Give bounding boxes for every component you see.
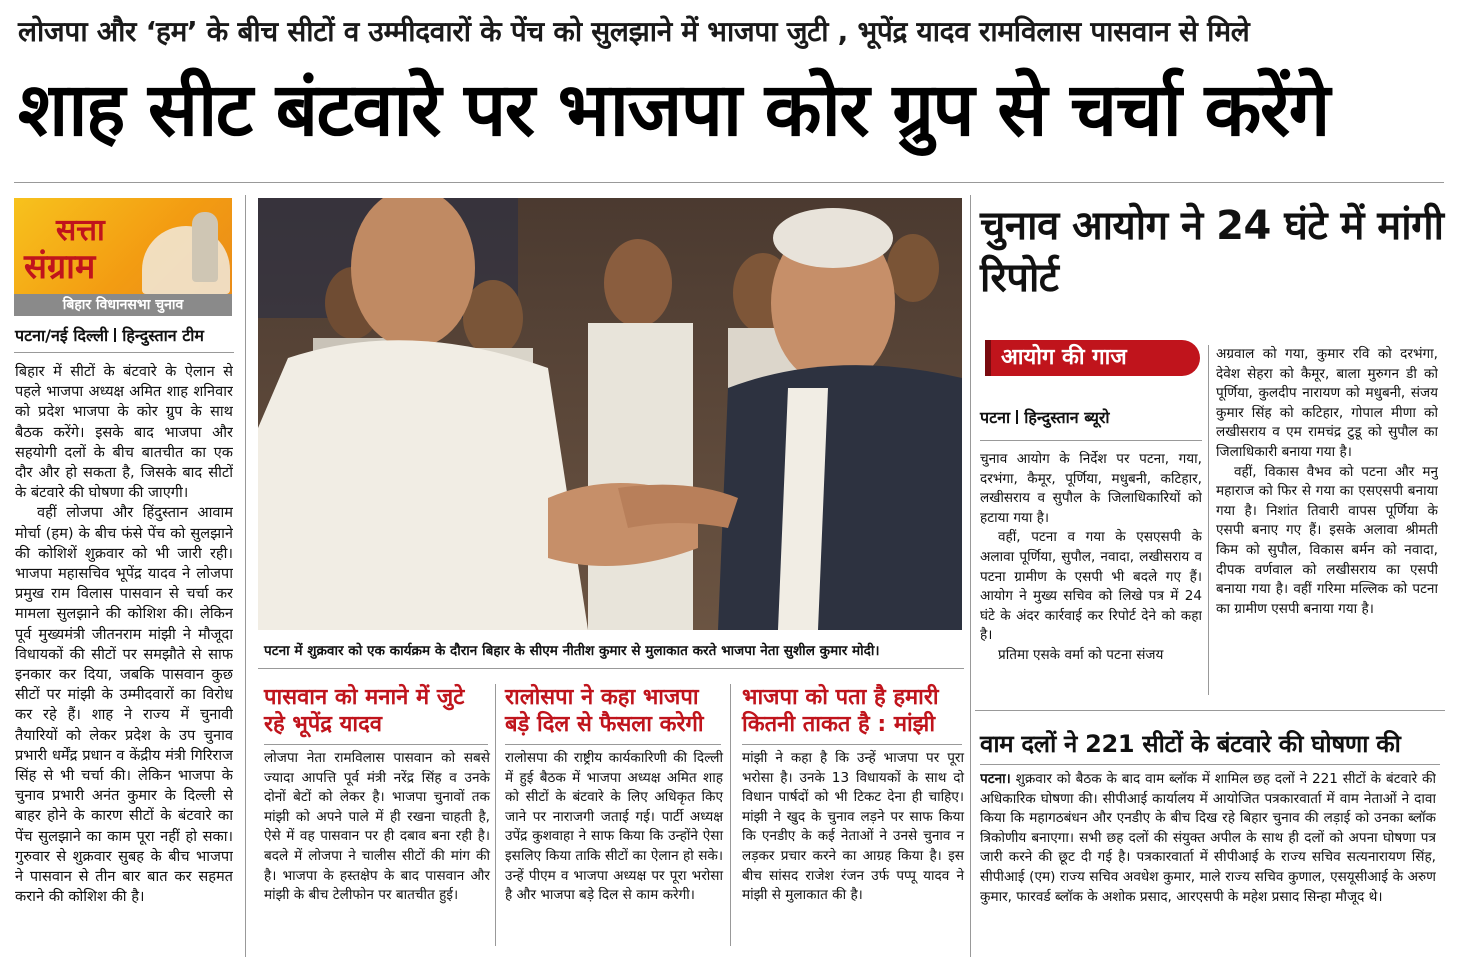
- logo-line-1: सत्ता: [56, 213, 105, 248]
- byline-separator: [114, 328, 116, 342]
- main-headline: शाह सीट बंटवारे पर भाजपा कोर ग्रुप से चर्चा करेंगे: [18, 67, 1329, 153]
- lead-byline: [15, 324, 204, 346]
- lead-paragraph-1: बिहार में सीटों के बंटवारे के ऐलान से पहले भाजपा अध्यक्ष अमित शाह शनिवार को प्रदेश भाजपा के कोर ग्रुप के साथ बैठक करेंगे। इसके बाद भाजपा और सहयोगी दलों के बीच बातचीत का एक दौर और हो सकता है, जिसके बाद सीटों के बंटवारे की घोषणा की जाएगी।: [15, 363, 233, 502]
- left-dateline: पटना।: [980, 771, 1011, 787]
- ec-byline-divider: [980, 440, 1202, 441]
- lead-paragraph-2: वहीं लोजपा और हिंदुस्तान आवाम मोर्चा (हम) के बीच फंसे पेंच को सुलझाने की कोशिशें शुक्रवार को भी जारी रही। भाजपा महासचिव भूपेंद्र यादव ने लोजपा प्रमुख राम विलास पासवान से चर्चा कर मामला सुलझाने की कोशिश की। लेकिन पूर्व मुख्यमंत्री जीतनराम मांझी ने मौजूदा विधायकों की सीटों पर समझौते से साफ इनकार कर दिया, जबकि पासवान कुछ सीटों पर मांझी के उम्मीदवारों का विरोध कर रहे हैं। शाह ने राज्य में चुनावी तैयारियों को लेकर प्रदेश के उप चुनाव प्रभारी धर्मेंद्र प्रधान व केंद्रीय मंत्री गिरिराज सिंह से भी चर्चा की। लेकिन भाजपा के चुनाव प्रभारी अनंत कुमार के दिल्ली से बाहर होने के कारण सीटों के बंटवारे का पेंच सुलझाने का काम पूरा नहीं हो सका। गुरुवार से शुक्रवार सुबह के बीच भाजपा ने पासवान से तीन बार बात कर सहमत कराने की कोशिश की है।: [15, 504, 233, 906]
- lead-dateline: पटना/नई दिल्ली: [15, 326, 109, 345]
- left-parties-text: [980, 770, 1436, 907]
- sidebar-manjhi-heading: भाजपा को पता है हमारी कितनी ताकत है : मांझी: [742, 685, 939, 737]
- ec-byline-separator: [1016, 410, 1018, 424]
- sidebar-paswan-rule: [264, 744, 488, 745]
- kicker-headline: लोजपा और ‘हम’ के बीच सीटों व उम्मीदवारों के पेंच को सुलझाने में भाजपा जुटी , भूपेंद्र यादव रामविलास पासवान से मिले: [18, 15, 1250, 48]
- photo-illustration: [258, 198, 962, 630]
- ec-col-b-para-1: अग्रवाल को गया, कुमार रवि को दरभंगा, देवेश सेहरा को कैमूर, बाला मुरुगन डी को पूर्णिया, कुलदीप नारायण को मधुबनी, संजय कुमार सिंह को कटिहार, गोपाल मीणा को लखीसराय व एम रामचंद्र टुडू को सुपौल का जिलाधिकारी बनाया गया है।: [1216, 346, 1438, 460]
- left-parties-story: [980, 770, 1436, 950]
- left-parties-headline: वाम दलों ने 221 सीटों के बंटवारे की घोषणा की: [980, 730, 1401, 758]
- photo-caption: पटना में शुक्रवार को एक कार्यक्रम के दौरान बिहार के सीएम नीतीश कुमार से मुलाकात करते भाजपा नेता सुशील कुमार मोदी।: [264, 643, 880, 659]
- ec-col-a-para-2: वहीं, पटना व गया के एसएसपी के अलावा पूर्णिया, सुपौल, नवादा, लखीसराय व पटना ग्रामीण के एसपी भी बदले गए हैं। आयोग ने मुख्य सचिव को लिखे पत्र में 24 घंटे के अंदर कार्रवाई कर रिपोर्ट देने को कहा है।: [980, 529, 1202, 644]
- caption-divider: [258, 668, 964, 669]
- sidebar-manjhi-text: मांझी ने कहा है कि उन्हें भाजपा पर पूरा भरोसा है। उनके 13 विधायकों के साथ दो विधान पार्षदों को भी टिकट देना ही चाहिए। मांझी ने खुद के चुनाव लड़ने पर साफ किया कि एनडीए के कई नेताओं ने उनसे चुनाव न लड़कर प्रचार करने का आग्रह किया है। इस बीच सांसद राजेश रंजन उर्फ पप्पू यादव ने मांझी से मुलाकात की है।: [742, 750, 964, 904]
- lead-story-body: [15, 362, 233, 957]
- lead-byline-divider: [14, 352, 234, 353]
- ec-dateline: पटना: [980, 408, 1011, 427]
- sidebar-rlsp: [505, 684, 723, 906]
- ec-author: हिन्दुस्तान ब्यूरो: [1024, 408, 1110, 427]
- sidebar-paswan-text: लोजपा नेता रामविलास पासवान को सबसे ज्यादा आपत्ति पूर्व मंत्री नरेंद्र सिंह व उनके दोनों बेटों को लेकर है। भाजपा चुनावों तक मांझी को अपने पाले में ही रखना चाहती है, ऐसे में वह पासवान पर ही दबाव बना रही है। बदले में लोजपा ने चालीस सीटों की मांग की है। भाजपा के हस्तक्षेप के बाद पासवान और मांझी के बीच टेलीफोन पर बातचीत हुई।: [264, 750, 490, 904]
- logo-line-2: संग्राम: [24, 247, 96, 287]
- sidebar-paswan-heading: पासवान को मनाने में जुटे रहे भूपेंद्र यादव: [264, 685, 465, 737]
- ec-col-a-para-1: चुनाव आयोग के निर्देश पर पटना, गया, दरभंगा, कैमूर, पूर्णिया, मधुबनी, कटिहार, लखीसराय व सुपौल के जिलाधिकारियों को हटाया गया है।: [980, 451, 1202, 526]
- statue-graphic: [192, 212, 218, 282]
- sidebar-rlsp-rule: [505, 744, 721, 745]
- ec-byline: [980, 406, 1110, 428]
- ec-column-divider: [1208, 345, 1209, 695]
- ec-col-a-para-3: प्रतिमा एसके वर्मा को पटना संजय: [998, 646, 1164, 663]
- sidebar-manjhi: [742, 684, 964, 906]
- column-divider-2: [495, 684, 496, 946]
- sidebar-paswan: [264, 684, 490, 906]
- sidebar-manjhi-rule: [742, 744, 962, 745]
- ec-tag: आयोग की गाज: [985, 340, 1200, 376]
- ec-col-b: [1216, 345, 1438, 697]
- news-photo: [258, 198, 962, 630]
- header-divider: [14, 182, 1444, 183]
- lead-author: हिन्दुस्तान टीम: [122, 326, 204, 345]
- sidebar-rlsp-heading: रालोसपा ने कहा भाजपा बड़े दिल से फैसला करेगी: [505, 685, 704, 737]
- column-divider-1: [245, 195, 246, 957]
- sidebar-rlsp-text: रालोसपा की राष्ट्रीय कार्यकारिणी की दिल्ली में हुई बैठक में भाजपा अध्यक्ष अमित शाह को सीटों के बंटवारे के लिए अधिकृत किए जाने पर नाराजगी जताई गई। पार्टी अध्यक्ष उपेंद्र कुशवाहा ने साफ किया कि उन्होंने ऐसा इसलिए किया ताकि सीटों का ऐलान हो सके। उन्हें पीएम व भाजपा अध्यक्ष पर पूरा भरोसा है और भाजपा बड़े दिल से काम करेगी।: [505, 750, 723, 904]
- column-divider-3: [730, 684, 731, 946]
- ec-headline: चुनाव आयोग ने 24 घंटे में मांगी रिपोर्ट: [980, 203, 1444, 301]
- logo-band: बिहार विधानसभा चुनाव: [14, 294, 232, 316]
- ec-col-b-para-2: वहीं, विकास वैभव को पटना और मनु महाराज को फिर से गया का एसएसपी बनाया गया है। निशांत तिवारी वापस पूर्णिया के एसपी बनाए गए हैं। इसके अलावा श्रीमती किम को सुपौल, विकास बर्मन को नवादा, दीपक वर्णवाल को लखीसराय का एसपी बनाया गया है। वहीं गरिमा मल्लिक को पटना का ग्रामीण एसपी बनाया गया है।: [1216, 463, 1438, 617]
- ec-col-a: [980, 450, 1202, 698]
- left-story-heading-rule: [980, 764, 1440, 765]
- left-story-body: शुक्रवार को बैठक के बाद वाम ब्लॉक में शामिल छह दलों ने 221 सीटों के बंटवारे की अधिकारिक घोषणा की। सीपीआई कार्यालय में आयोजित पत्रकारवार्ता में वाम नेताओं ने दावा किया कि महागठबंधन और एनडीए के बीच दिख रहे बिहार चुनाव की लड़ाई को उनका ब्लॉक त्रिकोणीय बनाएगा। सभी छह दलों की संयुक्त अपील के साथ ही दलों को अपना घोषणा पत्र जारी करने की छूट दी गई है। पत्रकारवार्ता में सीपीआई के राज्य सचिव सत्यनारायण सिंह, सीपीआई (एम) राज्य सचिव अवधेश कुमार, माले राज्य सचिव कुणाल, एसयूसीआई के अरुण कुमार, फारवर्ड ब्लॉक के अशोक प्रसाद, आरएसपी के महेश प्रसाद सिन्हा मौजूद थे।: [980, 771, 1436, 905]
- left-story-top-rule: [975, 710, 1445, 711]
- satta-sangram-logo: [14, 198, 232, 316]
- column-divider-4: [970, 195, 971, 957]
